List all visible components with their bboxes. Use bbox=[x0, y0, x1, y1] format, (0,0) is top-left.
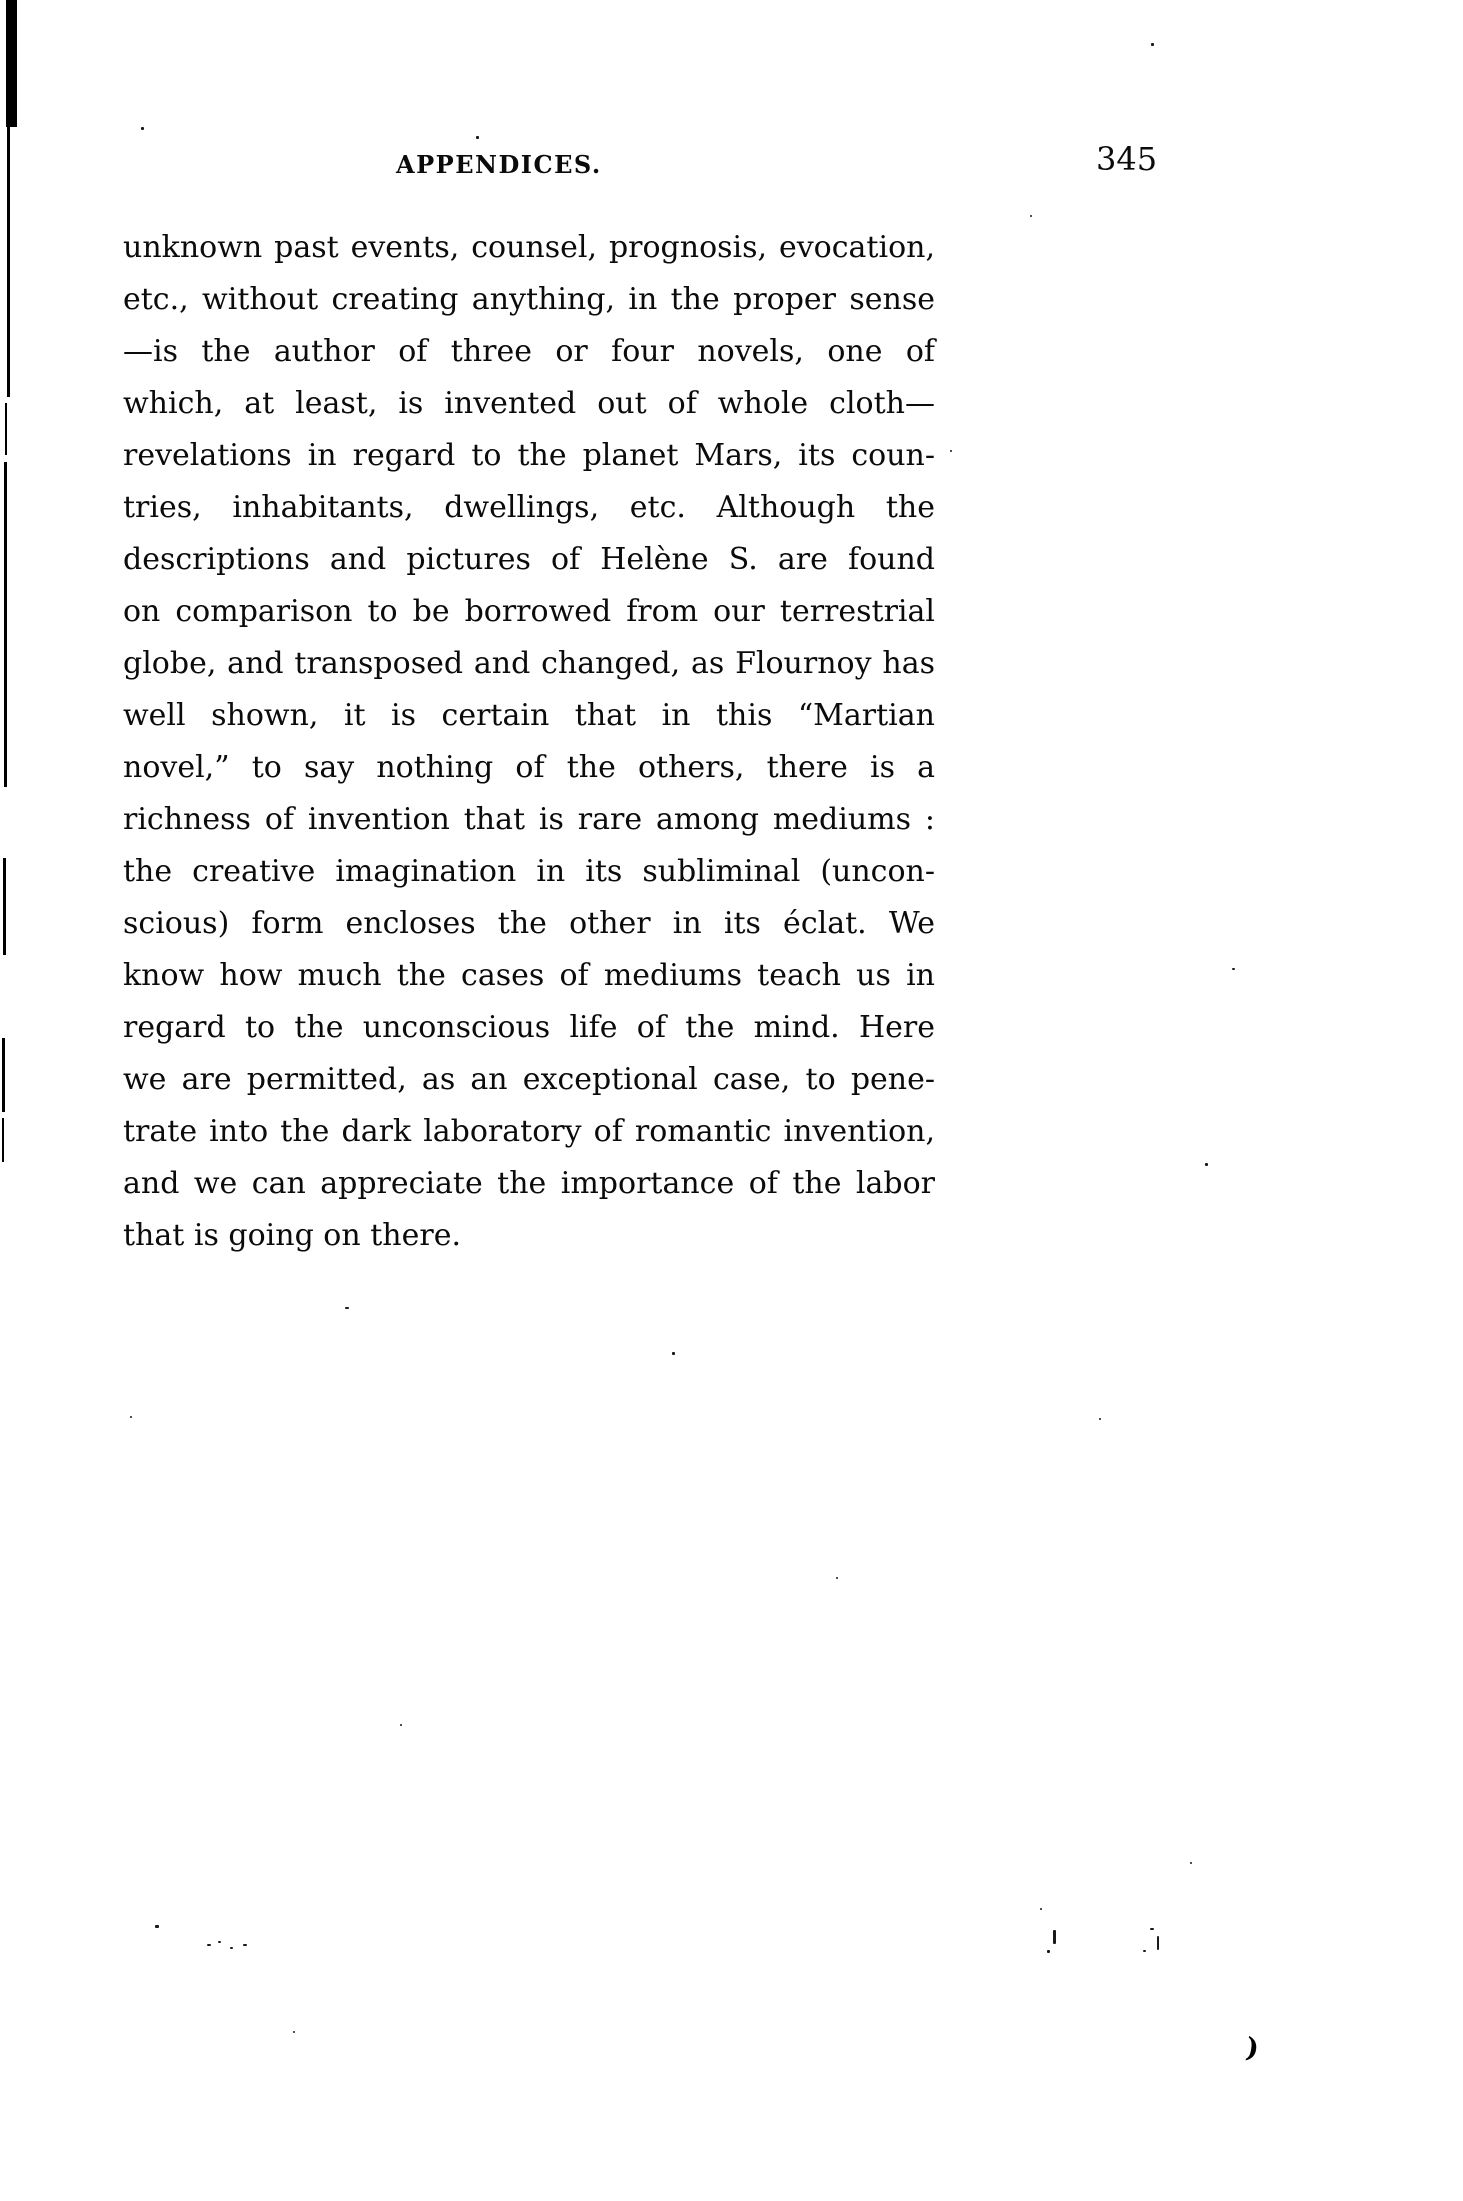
scan-artifact-edge-line bbox=[2, 1038, 5, 1112]
scan-artifact-speck bbox=[293, 2031, 295, 2033]
text-line: richness of invention that is rare among mediums : bbox=[123, 802, 935, 837]
scan-artifact-edge-line bbox=[7, 125, 10, 397]
scan-artifact-edge-line bbox=[2, 1118, 4, 1162]
text-line: etc., without creating anything, in the proper sense bbox=[123, 282, 935, 317]
scan-artifact-edge-line bbox=[5, 403, 7, 455]
scan-artifact-speck bbox=[130, 1416, 132, 1418]
scan-artifact-speck bbox=[1150, 1928, 1154, 1930]
text-line: regard to the unconscious life of the mind. Here bbox=[123, 1010, 935, 1045]
text-line: unknown past events, counsel, prognosis, evocation, bbox=[123, 230, 935, 265]
text-line: —is the author of three or four novels, one of bbox=[123, 334, 935, 369]
text-line: novel,” to say nothing of the others, there is a bbox=[123, 750, 935, 785]
scan-artifact-speck bbox=[1053, 1930, 1056, 1944]
scan-artifact-speck bbox=[141, 127, 144, 130]
scan-artifact-speck bbox=[1040, 1908, 1042, 1910]
scan-artifact-speck bbox=[1157, 1936, 1159, 1950]
text-line: which, at least, is invented out of whole cloth— bbox=[123, 386, 935, 421]
scan-artifact-edge-line bbox=[6, 0, 17, 127]
text-line: that is going on there. bbox=[123, 1218, 461, 1253]
scan-artifact-edge-line bbox=[4, 462, 7, 787]
scan-artifact-speck bbox=[1232, 968, 1235, 970]
scan-artifact-speck bbox=[672, 1352, 675, 1355]
scan-artifact-speck bbox=[1151, 43, 1154, 46]
scan-artifact-speck bbox=[155, 1925, 159, 1928]
text-line: know how much the cases of mediums teach us in bbox=[123, 958, 935, 993]
text-line: scious) form encloses the other in its éclat. We bbox=[123, 906, 935, 941]
scan-artifact-speck bbox=[1030, 215, 1032, 217]
text-line: descriptions and pictures of Helène S. are found bbox=[123, 542, 935, 577]
text-line: well shown, it is certain that in this “Martian bbox=[123, 698, 935, 733]
text-line: and we can appreciate the importance of the labor bbox=[123, 1166, 935, 1201]
text-line: the creative imagination in its subliminal (uncon- bbox=[123, 854, 935, 889]
scan-artifact-speck bbox=[218, 1941, 221, 1943]
text-line: we are permitted, as an exceptional case, to pene- bbox=[123, 1062, 935, 1097]
scan-artifact-speck bbox=[207, 1944, 211, 1946]
scan-artifact-speck bbox=[1099, 1418, 1101, 1420]
scan-artifact-speck bbox=[1047, 1950, 1050, 1953]
body-text-block bbox=[123, 222, 935, 1262]
scan-artifact-speck bbox=[400, 1724, 402, 1726]
running-header: APPENDICES. bbox=[396, 150, 602, 179]
text-line: trate into the dark laboratory of romantic invention, bbox=[123, 1114, 935, 1149]
text-line: tries, inhabitants, dwellings, etc. Although the bbox=[123, 490, 935, 525]
scan-artifact-speck bbox=[1190, 1862, 1192, 1864]
page-number: 345 bbox=[1096, 140, 1158, 178]
scan-artifact-speck bbox=[950, 450, 952, 452]
scan-artifact-speck bbox=[1143, 1950, 1146, 1952]
scan-artifact-stray-mark: ) bbox=[1243, 2032, 1261, 2065]
scan-artifact-edge-line bbox=[3, 858, 6, 955]
scan-artifact-speck bbox=[243, 1944, 247, 1946]
scan-artifact-speck bbox=[1205, 1163, 1208, 1166]
scan-artifact-speck bbox=[230, 1947, 233, 1949]
scan-artifact-speck bbox=[476, 136, 479, 139]
text-line: revelations in regard to the planet Mars, its coun- bbox=[123, 438, 935, 473]
scan-artifact-speck bbox=[345, 1307, 349, 1309]
text-line: globe, and transposed and changed, as Flournoy has bbox=[123, 646, 935, 681]
text-line: on comparison to be borrowed from our terrestrial bbox=[123, 594, 935, 629]
scan-artifact-speck bbox=[836, 1577, 838, 1579]
